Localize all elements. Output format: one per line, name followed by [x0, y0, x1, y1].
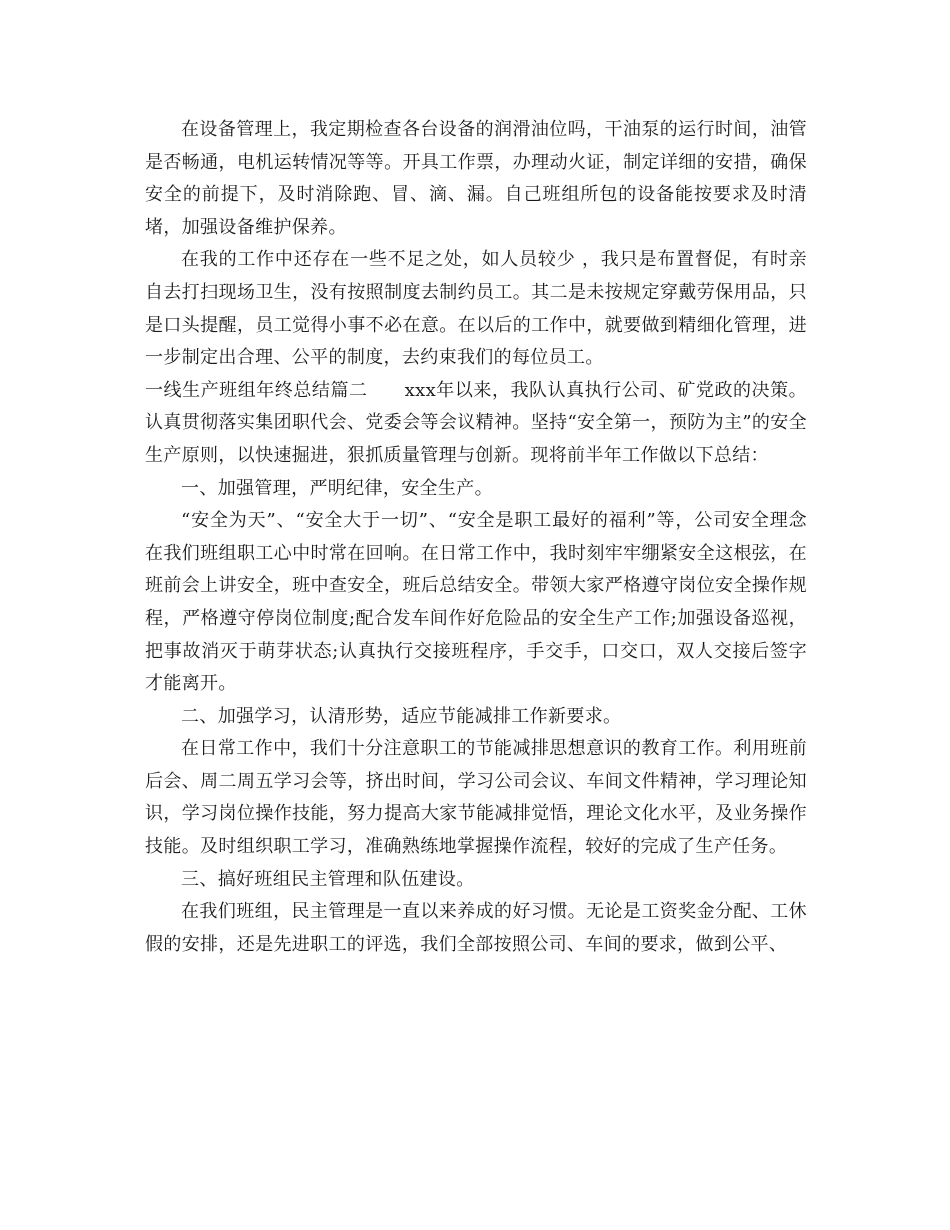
heading-democratic-management: 三、搞好班组民主管理和队伍建设。: [181, 868, 475, 890]
paragraph-democratic-management: 在我们班组，民主管理是一直以来养成的好习惯。无论是工资奖金分配、工休假的安排，还是先进职工的评选，我们全部按照公司、车间的要求，做到公平、: [145, 901, 807, 955]
paragraph-shortcomings: 在我的工作中还存在一些不足之处，如人员较少 ，我只是布置督促，有时亲自去打扫现场卫生，没有按照制度去制约员工。其二是未按规定穿戴劳保用品，只是口头提醒，员工觉得小事不必在意。在以后的工作中，就要做到精细化管理，进一步制定出合理、公平的制度，去约束我们的每位员工。: [145, 249, 807, 369]
paragraph-equipment-management: 在设备管理上，我定期检查各台设备的润滑油位吗，干油泵的运行时间，油管是否畅通，电机运转情况等等。开具工作票，办理动火证，制定详细的安措，确保安全的前提下，及时消除跑、冒、滴、漏。自己班组所包的设备能按要求及时清堵，加强设备维护保养。: [145, 119, 807, 238]
paragraph-section-two-intro: 一线生产班组年终总结篇二 xxx年以来，我队认真执行公司、矿党政的决策。认真贯彻落实集团职代会、党委会等会议精神。坚持“安全第一，预防为主”的安全生产原则，以快速掘进，狠抓质量管理与创新。现将前半年工作做以下总结：: [145, 379, 807, 466]
paragraph-safety: “安全为天”、“安全大于一切”、“安全是职工最好的福利”等，公司安全理念在我们班组职工心中时常在回响。在日常工作中，我时刻牢牢绷紧安全这根弦，在班前会上讲安全，班中查安全，班后总结安全。带领大家严格遵守岗位安全操作规程，严格遵守停岗位制度;配合发车间作好危险品的安全生产工作;加强设备巡视，把事故消灭于萌芽状态;认真执行交接班程序，手交手，口交口，双人交接后签字才能离开。: [145, 510, 807, 695]
paragraph-learning: 在日常工作中，我们十分注意职工的节能减排思想意识的教育工作。利用班前后会、周二周五学习会等，挤出时间，学习公司会议、车间文件精神，学习理论知识，学习岗位操作技能，努力提高大家节能减排觉悟，理论文化水平，及业务操作技能。及时组织职工学习，准确熟练地掌握操作流程，较好的完成了生产任务。: [145, 738, 807, 858]
heading-strengthen-management: 一、加强管理，严明纪律，安全生产。: [181, 477, 493, 499]
document-body: [145, 114, 807, 961]
heading-strengthen-learning: 二、加强学习，认清形势，适应节能减排工作新要求。: [181, 705, 622, 727]
